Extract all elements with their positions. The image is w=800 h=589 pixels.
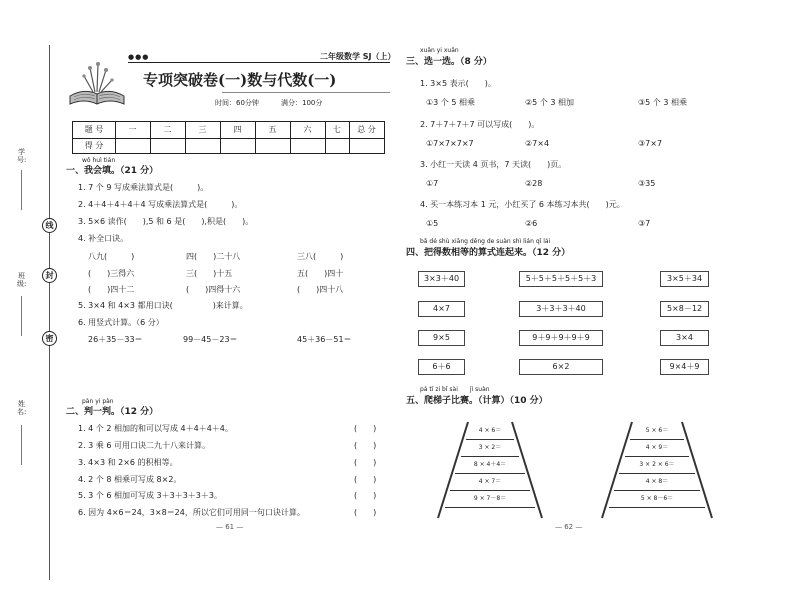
answer-paren: ( ) xyxy=(354,475,377,484)
choice-option: ①3 个 5 相乘 xyxy=(426,98,475,107)
ladder-rung: 4 × 9＝ xyxy=(625,439,689,457)
open-book-icon xyxy=(62,60,132,108)
choice-option: ①5 xyxy=(426,219,439,228)
score-table xyxy=(72,121,385,154)
kouj-item: ( )四十二 xyxy=(88,285,135,294)
match-middle-box[interactable]: 9＋9＋9＋9＋9 xyxy=(519,330,603,346)
section-pinyin: wǒ huì tián xyxy=(82,157,116,164)
kouj-item: 八九( ) xyxy=(88,252,135,261)
ladder-rung: 3 × 2＝ xyxy=(461,439,519,457)
kouj-item: ( )四十八 xyxy=(297,285,344,294)
ladder-rung: 3 × 2 × 6＝ xyxy=(619,456,695,474)
tf-item: 3. 4×3 和 2×6 的积相等。 xyxy=(78,458,178,467)
choice-question: 3. 小红一天读 4 页书，7 天读( )页。 xyxy=(420,160,567,169)
choice-option: ③35 xyxy=(638,179,656,188)
ladder-rung: 8 × 4＋4＝ xyxy=(455,456,525,474)
choice-option: ②7×4 xyxy=(525,139,550,148)
seal-seal-mark: 封 xyxy=(42,268,57,283)
table-header-cell: 二 xyxy=(163,125,172,134)
tf-item: 4. 2 个 8 相乘可写成 8×2。 xyxy=(78,475,182,484)
tf-item: 2. 3 乘 6 可用口诀二九十八来计算。 xyxy=(78,441,210,450)
table-header-cell: 总 分 xyxy=(357,125,376,134)
choice-question: 4. 买一本练习本 1 元，小红买了 6 本练习本共( )元。 xyxy=(420,200,625,209)
section-title: 三、选一选。（8 分） xyxy=(406,57,492,67)
match-middle-box[interactable]: 5＋5＋5＋5＋5＋3 xyxy=(519,271,603,287)
calc-item: 26＋35－33＝ xyxy=(88,335,143,344)
match-middle-box[interactable]: 3＋3＋3＋40 xyxy=(519,301,603,317)
section-title: 四、把得数相等的算式连起来。（12 分） xyxy=(406,248,571,258)
match-right-box[interactable]: 3×4 xyxy=(660,330,709,346)
match-left-box[interactable]: 4×7 xyxy=(418,301,465,317)
match-right-box[interactable]: 5×8－12 xyxy=(660,301,709,317)
question: 4. 补全口诀。 xyxy=(78,234,129,243)
kouj-item: 五( )四十 xyxy=(297,269,344,278)
table-header-cell: 六 xyxy=(303,125,312,134)
answer-paren: ( ) xyxy=(354,458,377,467)
match-left-box[interactable]: 3×3＋40 xyxy=(418,271,465,287)
ladder-rung: 4 × 8＝ xyxy=(614,473,700,491)
section-pinyin: xuǎn yi xuǎn xyxy=(420,47,459,54)
ladder-rung: 5 × 6＝ xyxy=(630,422,684,440)
choice-option: ②6 xyxy=(525,219,538,228)
question: 6. 用竖式计算。（6 分） xyxy=(78,318,164,327)
class-line xyxy=(21,296,22,336)
table-header-cell: 七 xyxy=(333,125,341,134)
question: 2. 4＋4＋4＋4＋4 写成乘法算式是( )。 xyxy=(78,200,243,209)
tf-item: 6. 因为 4×6＝24，3×8＝24，所以它们可用同一句口诀计算。 xyxy=(78,508,305,517)
table-header-cell: 四 xyxy=(233,125,242,134)
ladder-rung: 4 × 6＝ xyxy=(466,422,514,440)
choice-option: ②5 个 3 相加 xyxy=(525,98,574,107)
page-title: 专项突破卷(一)数与代数(一) xyxy=(143,71,337,89)
ladder-rung: 9 × 7－8＝ xyxy=(445,490,535,508)
choice-option: ③7×7 xyxy=(638,139,663,148)
title-underline xyxy=(222,92,390,93)
match-right-box[interactable]: 3×5＋34 xyxy=(660,271,709,287)
calc-item: 45＋36－51＝ xyxy=(297,335,352,344)
name-line xyxy=(21,425,22,465)
table-header-cell: 三 xyxy=(198,125,207,134)
choice-question: 2. 7＋7＋7＋7 可以写成( )。 xyxy=(420,120,540,129)
section-title: 一、我会填。（21 分） xyxy=(66,166,159,176)
choice-option: ③7 xyxy=(638,219,651,228)
choice-option: ②28 xyxy=(525,179,543,188)
score-label: 满分：100分 xyxy=(281,99,323,107)
student-id-label: 学号: xyxy=(17,148,27,164)
choice-question: 1. 3×5 表示( )。 xyxy=(420,79,496,88)
tf-item: 5. 3 个 6 相加可写成 3＋3＋3＋3＋3。 xyxy=(78,491,222,500)
section-pinyin: pá tī zi bǐ sài jì suàn xyxy=(420,386,490,393)
choice-option: ③5 个 3 相乘 xyxy=(638,98,687,107)
kouj-item: ( )四得十六 xyxy=(186,285,241,294)
tf-item: 1. 4 个 2 相加的和可以写成 4＋4＋4＋4。 xyxy=(78,424,233,433)
kouj-item: 四( )二十八 xyxy=(186,252,241,261)
table-header-cell: 题 号 xyxy=(84,125,104,134)
table-score-label: 得 分 xyxy=(84,141,104,150)
answer-paren: ( ) xyxy=(354,441,377,450)
binding-line xyxy=(49,45,50,580)
seal-line-mark: 线 xyxy=(42,218,57,233)
match-left-box[interactable]: 9×5 xyxy=(418,330,465,346)
ladder-rung: 5 × 8－6＝ xyxy=(609,490,705,508)
question: 1. 7 个 9 写成乘法算式是( )。 xyxy=(78,183,209,192)
seal-secret-mark: 密 xyxy=(42,331,57,346)
header-dots: ●●● xyxy=(128,53,150,61)
section-pinyin: pàn yi pàn xyxy=(82,398,114,405)
grade-label: 二年级数学 SJ（上） xyxy=(320,52,396,61)
answer-paren: ( ) xyxy=(354,424,377,433)
time-label: 时间：60分钟 xyxy=(215,99,259,107)
choice-option: ①7 xyxy=(426,179,439,188)
table-header-cell: 五 xyxy=(268,125,277,134)
page-number-left: — 61 — xyxy=(216,523,244,531)
question: 5. 3×4 和 4×3 都用口诀( )来计算。 xyxy=(78,301,248,310)
header-rule xyxy=(128,62,390,63)
answer-paren: ( ) xyxy=(354,508,377,517)
table-header-cell: 一 xyxy=(128,125,137,134)
calc-item: 99－45－23＝ xyxy=(183,335,238,344)
match-left-box[interactable]: 6＋6 xyxy=(418,359,465,375)
kouj-item: 三( )十五 xyxy=(186,269,233,278)
class-label: 班级: xyxy=(17,272,27,288)
answer-paren: ( ) xyxy=(354,491,377,500)
ladder-rung: 4 × 7＝ xyxy=(450,473,530,491)
page-number-right: — 62 — xyxy=(555,523,583,531)
kouj-item: ( )三得六 xyxy=(88,269,135,278)
question: 3. 5×6 读作( ),5 和 6 是( ),积是( )。 xyxy=(78,217,254,226)
table-row-divider xyxy=(73,138,384,139)
student-id-line xyxy=(21,170,22,210)
kouj-item: 三八( ) xyxy=(297,252,344,261)
section-title: 五、爬梯子比赛。（计算）（10 分） xyxy=(406,396,548,406)
book-illustration xyxy=(62,60,132,108)
match-middle-box[interactable]: 6×2 xyxy=(519,359,603,375)
name-label: 姓名: xyxy=(17,400,27,416)
match-right-box[interactable]: 9×4＋9 xyxy=(660,359,709,375)
choice-option: ①7×7×7×7 xyxy=(426,139,474,148)
section-title: 二、判一判。（12 分） xyxy=(66,407,159,417)
section-pinyin: bǎ dé shù xiāng děng de suàn shì lián qǐ lái xyxy=(420,238,551,245)
